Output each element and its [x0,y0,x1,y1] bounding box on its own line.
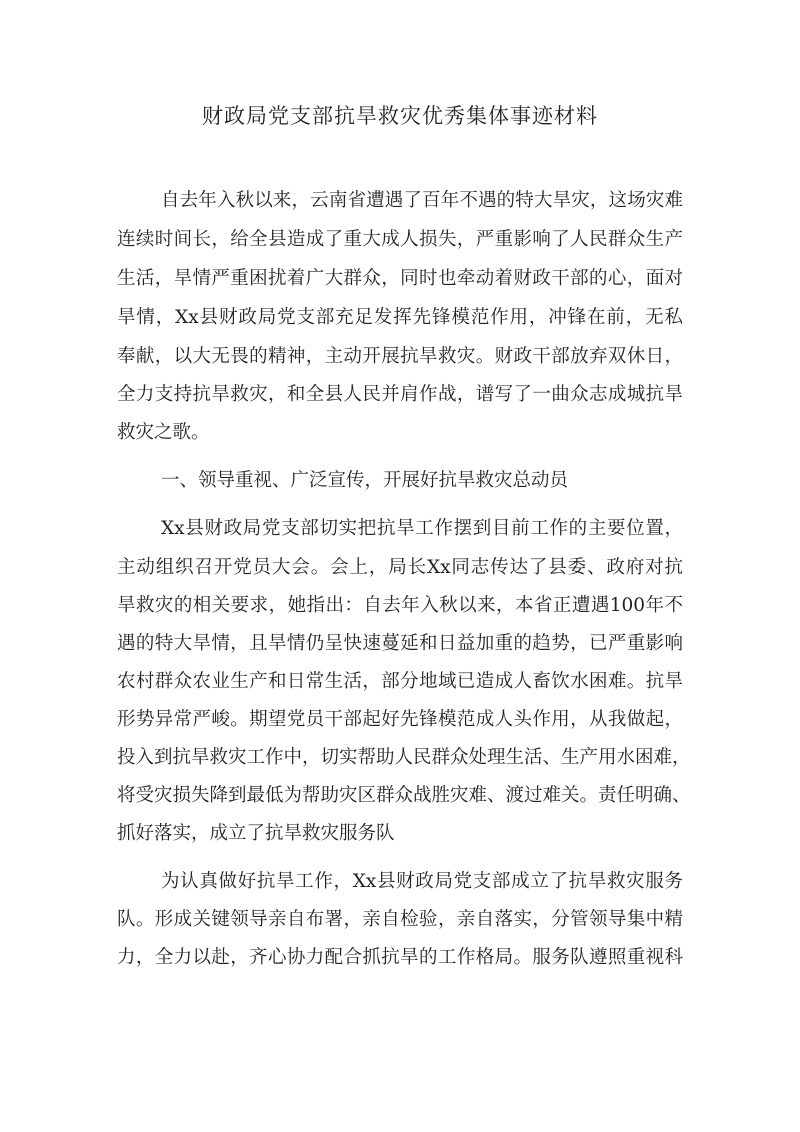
paragraph-line: 主动组织召开党员大会。会上，局长Xx同志传达了县委、政府对抗 [117,557,683,578]
paragraph-line: 全力支持抗旱救灾，和全县人民并肩作战，谱写了一曲众志成城抗旱 [117,384,683,405]
paragraph-line: 抓好落实，成立了抗旱救灾服务队 [117,823,395,844]
paragraph-line: Xx县财政局党支部切实把抗旱工作摆到目前工作的主要位置， [161,518,683,539]
paragraph-line: 遇的特大旱情，且旱情仍呈快速蔓延和日益加重的趋势，已严重影响 [117,633,683,654]
paragraph-line: 旱救灾的相关要求，她指出：自去年入秋以来，本省正遭遇100年不 [117,595,683,616]
paragraph-line: 旱情，Xx县财政局党支部充足发挥先锋模范作用，冲锋在前，无私 [117,307,683,328]
paragraph-line: 为认真做好抗旱工作，Xx县财政局党支部成立了抗旱救灾服务 [161,871,683,892]
paragraph-line: 形势异常严峻。期望党员干部起好先锋模范成人头作用，从我做起， [117,709,683,730]
paragraph-line: 农村群众农业生产和日常生活，部分地域已造成人畜饮水困难。抗旱 [117,671,683,692]
paragraph-line: 自去年入秋以来，云南省遭遇了百年不遇的特大旱灾，这场灾难 [161,190,683,211]
paragraph-line: 队。形成关键领导亲自布署，亲自检验，亲自落实，分管领导集中精 [117,909,683,930]
paragraph-line: 奉献，以大无畏的精神，主动开展抗旱救灾。财政干部放弃双休日， [117,346,683,367]
paragraph-line: 连续时间长，给全县造成了重大成人损失，严重影响了人民群众生产 [117,229,683,250]
document-title: 财政局党支部抗旱救灾优秀集体事迹材料 [202,104,598,128]
paragraph-line: 投入到抗旱救灾工作中，切实帮助人民群众处理生活、生产用水困难， [117,747,691,768]
paragraph-line: 生活，旱情严重困扰着广大群众，同时也牵动着财政干部的心，面对 [117,268,683,289]
section-heading: 一、领导重视、广泛宣传，开展好抗旱救灾总动员 [161,470,569,491]
paragraph-line: 将受灾损失降到最低为帮助灾区群众战胜灾难、渡过难关。责任明确、 [117,785,691,806]
paragraph-line: 救灾之歌。 [117,422,210,443]
paragraph-line: 力，全力以赴，齐心协力配合抓抗旱的工作格局。服务队遵照重视科 [117,947,683,968]
